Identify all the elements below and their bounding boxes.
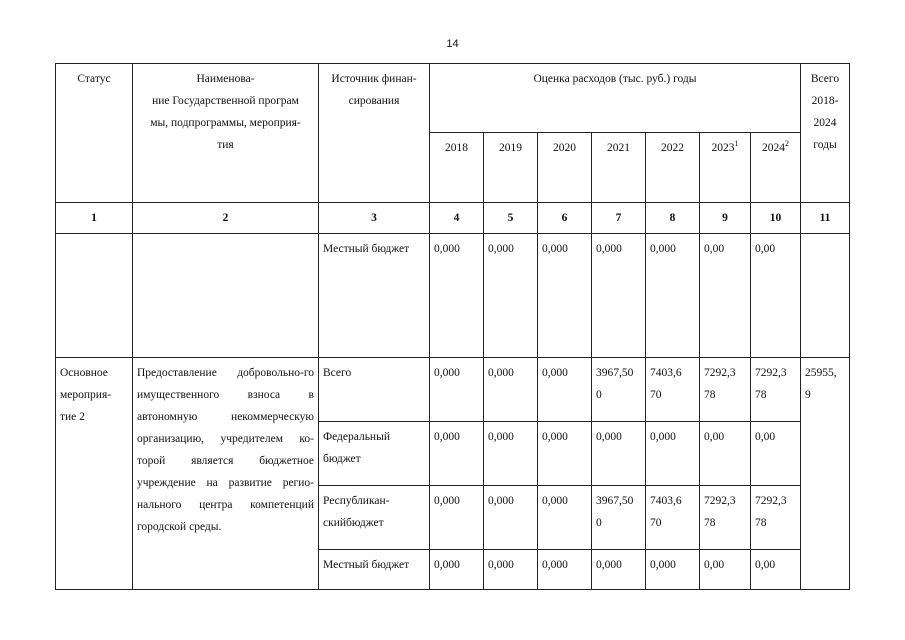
local-source: Местный бюджет xyxy=(319,234,430,358)
event2-value-3-2022: 7403,6 70 xyxy=(646,486,700,550)
header-total: Всего 2018- 2024 годы xyxy=(801,64,850,203)
local-value-2022: 0,000 xyxy=(646,234,700,358)
event2-value-4-2019: 0,000 xyxy=(484,550,538,590)
event2-source-1: Всего xyxy=(319,358,430,422)
event2-value-1-2024: 7292,3 78 xyxy=(751,358,801,422)
budget-table xyxy=(55,63,850,590)
event2-value-4-2023: 0,00 xyxy=(700,550,751,590)
year-2020: 2020 xyxy=(538,133,592,203)
header-status: Статус xyxy=(56,64,133,203)
event2-value-2-2023: 0,00 xyxy=(700,422,751,486)
local-value-2019: 0,000 xyxy=(484,234,538,358)
column-number-10: 10 xyxy=(751,203,801,234)
header-source: Источник финан- сирования xyxy=(319,64,430,203)
local-budget-row xyxy=(56,234,850,358)
column-number-8: 8 xyxy=(646,203,700,234)
event2-value-2-2021: 0,000 xyxy=(592,422,646,486)
column-number-4: 4 xyxy=(430,203,484,234)
column-number-row xyxy=(56,203,850,234)
local-value-2018: 0,000 xyxy=(430,234,484,358)
column-number-7: 7 xyxy=(592,203,646,234)
event2-value-3-2018: 0,000 xyxy=(430,486,484,550)
event2-value-4-2024: 0,00 xyxy=(751,550,801,590)
year-2021: 2021 xyxy=(592,133,646,203)
local-value-2020: 0,000 xyxy=(538,234,592,358)
year-2023 xyxy=(700,133,751,203)
page-number: 14 xyxy=(446,38,459,50)
event2-source-4: Местный бюджет xyxy=(319,550,430,590)
event2-value-4-2022: 0,000 xyxy=(646,550,700,590)
header-estimate: Оценка расходов (тыс. руб.) годы xyxy=(430,64,801,133)
event2-value-3-2023: 7292,3 78 xyxy=(700,486,751,550)
column-number-9: 9 xyxy=(700,203,751,234)
footnote-2024: 2 xyxy=(785,139,789,149)
year-2024-label: 2024 xyxy=(762,142,785,154)
year-2022: 2022 xyxy=(646,133,700,203)
year-2019: 2019 xyxy=(484,133,538,203)
local-total-cell xyxy=(801,234,850,358)
event2-value-1-2021: 3967,50 0 xyxy=(592,358,646,422)
event2-value-1-2020: 0,000 xyxy=(538,358,592,422)
year-2018: 2018 xyxy=(430,133,484,203)
event2-value-2-2019: 0,000 xyxy=(484,422,538,486)
year-2023-label: 2023 xyxy=(711,142,735,154)
event2-value-4-2020: 0,000 xyxy=(538,550,592,590)
event2-value-1-2019: 0,000 xyxy=(484,358,538,422)
column-number-6: 6 xyxy=(538,203,592,234)
local-value-2021: 0,000 xyxy=(592,234,646,358)
event2-name: Предоставление добровольно-го имущественного взноса в автономную некоммерческую организацию, учредителем ко-торой является бюджетное учреждение на развитие регио-нального центра компетенций городской среды. xyxy=(133,358,319,590)
event2-value-3-2024: 7292,3 78 xyxy=(751,486,801,550)
header-row-1 xyxy=(56,64,850,133)
local-name-cell xyxy=(133,234,319,358)
local-status-cell xyxy=(56,234,133,358)
footnote-2023: 1 xyxy=(734,139,739,149)
column-number-1: 1 xyxy=(56,203,133,234)
event2-value-1-2022: 7403,6 70 xyxy=(646,358,700,422)
event2-status: Основное мероприя- тие 2 xyxy=(56,358,133,590)
event2-value-2-2024: 0,00 xyxy=(751,422,801,486)
local-value-2024: 0,00 xyxy=(751,234,801,358)
event2-value-2-2020: 0,000 xyxy=(538,422,592,486)
event2-value-1-2018: 0,000 xyxy=(430,358,484,422)
event2-value-4-2018: 0,000 xyxy=(430,550,484,590)
event2-source-3: Республикан- скийбюджет xyxy=(319,486,430,550)
event2-value-3-2020: 0,000 xyxy=(538,486,592,550)
event2-total: 25955, 9 xyxy=(801,358,850,590)
local-value-2023: 0,00 xyxy=(700,234,751,358)
event2-value-2-2018: 0,000 xyxy=(430,422,484,486)
column-number-5: 5 xyxy=(484,203,538,234)
event2-value-2-2022: 0,000 xyxy=(646,422,700,486)
year-2024 xyxy=(751,133,801,203)
event2-value-1-2023: 7292,3 78 xyxy=(700,358,751,422)
event2-row-1 xyxy=(56,358,850,422)
column-number-11: 11 xyxy=(801,203,850,234)
column-number-2: 2 xyxy=(133,203,319,234)
event2-value-3-2021: 3967,50 0 xyxy=(592,486,646,550)
column-number-3: 3 xyxy=(319,203,430,234)
event2-source-2: Федеральный бюджет xyxy=(319,422,430,486)
event2-value-3-2019: 0,000 xyxy=(484,486,538,550)
event2-value-4-2021: 0,000 xyxy=(592,550,646,590)
header-name: Наименова- ние Государственной програм мы, подпрограммы, мероприя- тия xyxy=(133,64,319,203)
